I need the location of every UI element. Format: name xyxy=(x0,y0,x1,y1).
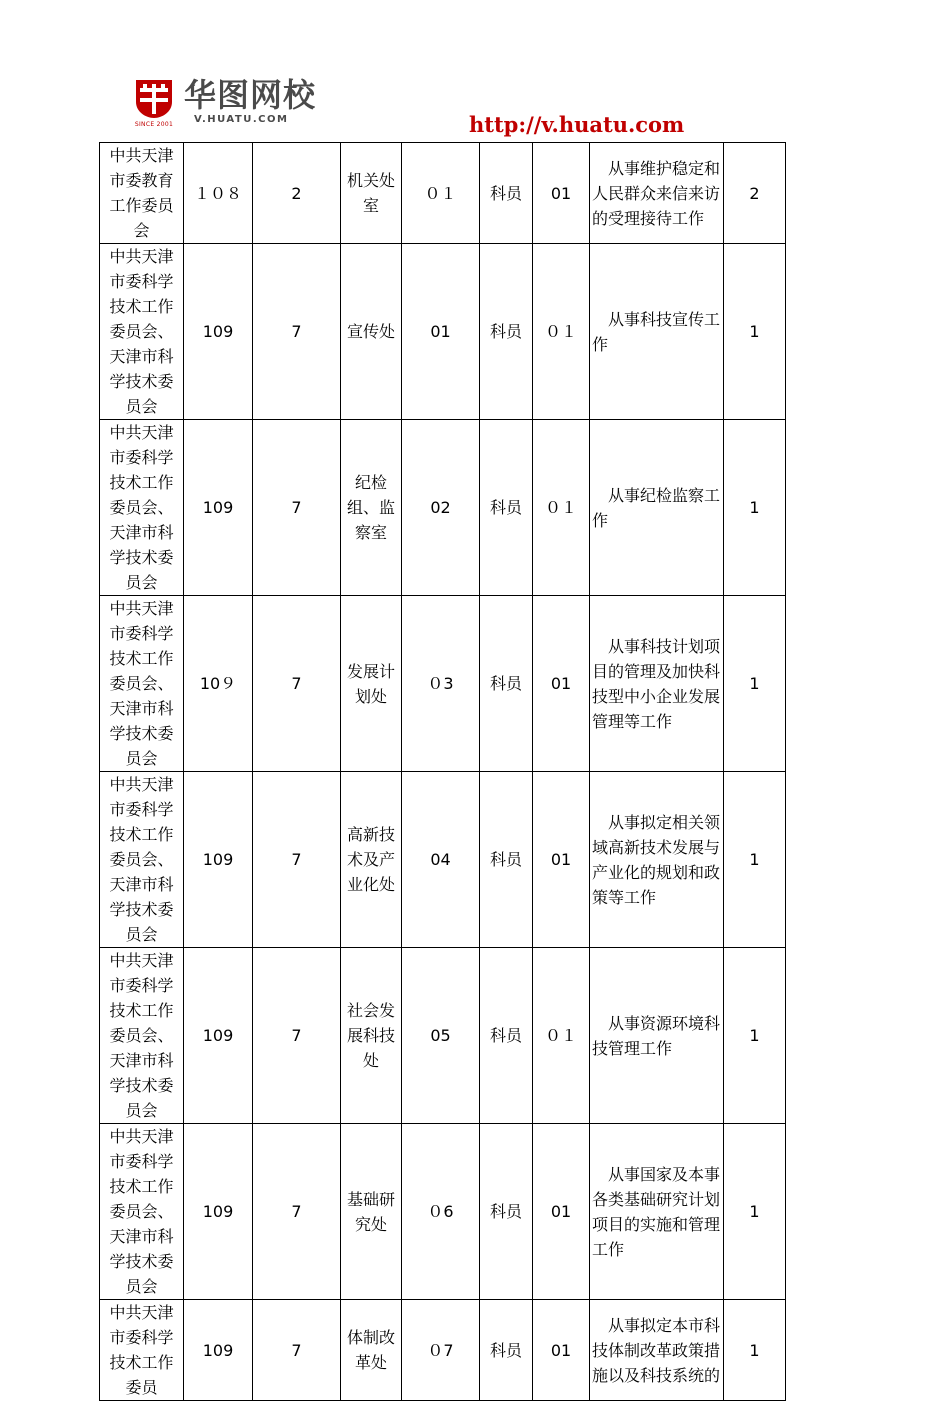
org-cell xyxy=(100,1124,184,1300)
title-text: 科员 xyxy=(489,183,522,203)
count-cell xyxy=(724,420,786,596)
desc-text: 从事科技计划项目的管理及加快科技型中小企业发展管理等工作 xyxy=(592,636,721,731)
dept-text: 体制改革处 xyxy=(346,1328,395,1372)
dept-code-text: 05 xyxy=(430,1026,451,1045)
count-cell xyxy=(724,772,786,948)
org-cell xyxy=(100,1300,184,1401)
title-code-text: 01 xyxy=(550,1340,572,1360)
code-cell xyxy=(184,772,253,948)
dept-code-text: 04 xyxy=(430,850,451,869)
title-cell xyxy=(480,143,533,244)
dept-cell xyxy=(341,143,402,244)
desc-cell xyxy=(590,244,724,420)
org-text: 中共天津市委科学技术工作委员会、天津市科学技术委员会 xyxy=(109,247,174,416)
num-cell xyxy=(253,1124,341,1300)
num-text: 2 xyxy=(291,183,302,203)
logo-name: 华图网校 xyxy=(184,76,317,114)
org-cell xyxy=(100,420,184,596)
dept-code-text: 02 xyxy=(430,498,451,517)
count-cell xyxy=(724,1300,786,1401)
num-text: 7 xyxy=(291,498,302,517)
num-text: 7 xyxy=(291,1026,302,1045)
count-cell xyxy=(724,596,786,772)
num-cell xyxy=(253,772,341,948)
table-row xyxy=(100,143,786,244)
site-url-link[interactable]: http://v.huatu.com xyxy=(469,112,685,137)
code-text: １０８ xyxy=(193,183,242,203)
desc-text: 从事拟定本市科技体制改革政策措施以及科技系统的 xyxy=(592,1315,721,1385)
code-text: 109 xyxy=(202,850,234,869)
org-text: 中共天津市委科学技术工作委员 xyxy=(109,1303,174,1397)
dept-cell xyxy=(341,1124,402,1300)
logo-url: V.HUATU.COM xyxy=(194,114,289,125)
count-cell xyxy=(724,244,786,420)
dept-text: 基础研究处 xyxy=(346,1189,395,1234)
dept-code-text: ０7 xyxy=(427,1340,454,1360)
title-code-text: 01 xyxy=(550,850,572,869)
dept-cell xyxy=(341,772,402,948)
code-text: 109 xyxy=(202,1026,234,1045)
dept-text: 高新技术及产业化处 xyxy=(346,825,395,894)
dept-code-text: ０3 xyxy=(427,674,454,693)
dept-code-cell xyxy=(402,143,480,244)
org-text: 中共天津市委教育工作委员会 xyxy=(109,146,174,240)
code-cell xyxy=(184,948,253,1124)
title-text: 科员 xyxy=(489,1202,522,1221)
table-row xyxy=(100,1300,786,1401)
num-cell xyxy=(253,143,341,244)
table-row xyxy=(100,1124,786,1300)
title-code-cell xyxy=(533,948,590,1124)
dept-text: 纪检组、监察室 xyxy=(346,473,395,542)
desc-cell xyxy=(590,1300,724,1401)
logo-since: SINCE 2001 xyxy=(134,121,174,128)
desc-cell xyxy=(590,772,724,948)
title-code-text: ０１ xyxy=(544,322,577,341)
desc-cell xyxy=(590,948,724,1124)
logo-mark-icon xyxy=(130,76,178,132)
huatu-logo xyxy=(130,76,370,132)
code-cell xyxy=(184,420,253,596)
title-code-text: 01 xyxy=(550,1202,572,1221)
title-cell xyxy=(480,1300,533,1401)
table-body xyxy=(100,143,786,1401)
dept-code-cell xyxy=(402,772,480,948)
num-cell xyxy=(253,244,341,420)
table-row xyxy=(100,596,786,772)
dept-code-text: 01 xyxy=(430,322,451,341)
title-text: 科员 xyxy=(489,1026,522,1045)
title-text: 科员 xyxy=(489,322,522,341)
count-cell xyxy=(724,948,786,1124)
title-code-cell xyxy=(533,1300,590,1401)
code-text: 10９ xyxy=(199,674,237,693)
org-text: 中共天津市委科学技术工作委员会、天津市科学技术委员会 xyxy=(109,1127,174,1296)
desc-cell xyxy=(590,420,724,596)
title-code-cell xyxy=(533,244,590,420)
title-text: 科员 xyxy=(489,1340,522,1360)
title-cell xyxy=(480,244,533,420)
title-text: 科员 xyxy=(489,674,522,693)
title-code-cell xyxy=(533,420,590,596)
table-row xyxy=(100,772,786,948)
num-text: 7 xyxy=(291,674,302,693)
dept-cell xyxy=(341,244,402,420)
desc-text: 从事维护稳定和人民群众来信来访的受理接待工作 xyxy=(592,158,721,228)
table-row xyxy=(100,420,786,596)
org-cell xyxy=(100,772,184,948)
dept-cell xyxy=(341,596,402,772)
dept-text: 发展计划处 xyxy=(346,661,395,706)
org-text: 中共天津市委科学技术工作委员会、天津市科学技术委员会 xyxy=(109,599,174,768)
code-text: 109 xyxy=(202,498,234,517)
desc-text: 从事科技宣传工作 xyxy=(592,309,721,354)
count-text: 1 xyxy=(749,1340,760,1360)
title-code-cell xyxy=(533,596,590,772)
dept-code-text: ０6 xyxy=(427,1202,454,1221)
dept-code-cell xyxy=(402,1300,480,1401)
desc-cell xyxy=(590,596,724,772)
dept-code-cell xyxy=(402,596,480,772)
dept-code-cell xyxy=(402,420,480,596)
title-code-text: 01 xyxy=(550,183,572,203)
desc-cell xyxy=(590,143,724,244)
num-text: 7 xyxy=(291,322,302,341)
org-text: 中共天津市委科学技术工作委员会、天津市科学技术委员会 xyxy=(109,423,174,592)
title-code-text: ０１ xyxy=(544,1026,577,1045)
dept-cell xyxy=(341,1300,402,1401)
num-cell xyxy=(253,420,341,596)
dept-code-cell xyxy=(402,244,480,420)
count-cell xyxy=(724,143,786,244)
count-cell xyxy=(724,1124,786,1300)
num-cell xyxy=(253,1300,341,1401)
title-code-cell xyxy=(533,143,590,244)
org-cell xyxy=(100,244,184,420)
count-text: 1 xyxy=(749,674,760,693)
dept-code-cell xyxy=(402,948,480,1124)
title-text: 科员 xyxy=(489,498,522,517)
dept-cell xyxy=(341,420,402,596)
count-text: 1 xyxy=(749,322,760,341)
count-text: 2 xyxy=(749,183,760,203)
num-cell xyxy=(253,596,341,772)
org-cell xyxy=(100,948,184,1124)
title-cell xyxy=(480,1124,533,1300)
title-code-text: 01 xyxy=(550,674,572,693)
num-text: 7 xyxy=(291,1202,302,1221)
title-code-cell xyxy=(533,772,590,948)
code-text: 109 xyxy=(202,1340,234,1360)
org-cell xyxy=(100,596,184,772)
count-text: 1 xyxy=(749,850,760,869)
table-row xyxy=(100,948,786,1124)
count-text: 1 xyxy=(749,1202,760,1221)
code-cell xyxy=(184,1124,253,1300)
desc-cell xyxy=(590,1124,724,1300)
desc-text: 从事拟定相关领域高新技术发展与产业化的规划和政策等工作 xyxy=(592,812,721,907)
org-text: 中共天津市委科学技术工作委员会、天津市科学技术委员会 xyxy=(109,775,174,944)
count-text: 1 xyxy=(749,498,760,517)
title-code-text: ０１ xyxy=(544,498,577,517)
dept-code-cell xyxy=(402,1124,480,1300)
title-code-cell xyxy=(533,1124,590,1300)
code-cell xyxy=(184,1300,253,1401)
desc-text: 从事国家及本事各类基础研究计划项目的实施和管理工作 xyxy=(592,1164,721,1259)
dept-code-text: ０１ xyxy=(424,183,457,203)
desc-text: 从事纪检监察工作 xyxy=(592,485,721,530)
org-text: 中共天津市委科学技术工作委员会、天津市科学技术委员会 xyxy=(109,951,174,1120)
title-cell xyxy=(480,420,533,596)
title-cell xyxy=(480,948,533,1124)
num-text: 7 xyxy=(291,1340,302,1360)
dept-text: 宣传处 xyxy=(346,322,395,341)
title-text: 科员 xyxy=(489,850,522,869)
code-cell xyxy=(184,244,253,420)
jobs-table xyxy=(99,142,786,1401)
title-cell xyxy=(480,772,533,948)
dept-cell xyxy=(341,948,402,1124)
code-cell xyxy=(184,596,253,772)
num-cell xyxy=(253,948,341,1124)
dept-text: 社会发展科技处 xyxy=(346,1001,395,1070)
dept-text: 机关处室 xyxy=(346,171,395,215)
org-cell xyxy=(100,143,184,244)
desc-text: 从事资源环境科技管理工作 xyxy=(592,1013,721,1058)
code-text: 109 xyxy=(202,1202,234,1221)
num-text: 7 xyxy=(291,850,302,869)
code-cell xyxy=(184,143,253,244)
code-text: 109 xyxy=(202,322,234,341)
count-text: 1 xyxy=(749,1026,760,1045)
title-cell xyxy=(480,596,533,772)
table-row xyxy=(100,244,786,420)
